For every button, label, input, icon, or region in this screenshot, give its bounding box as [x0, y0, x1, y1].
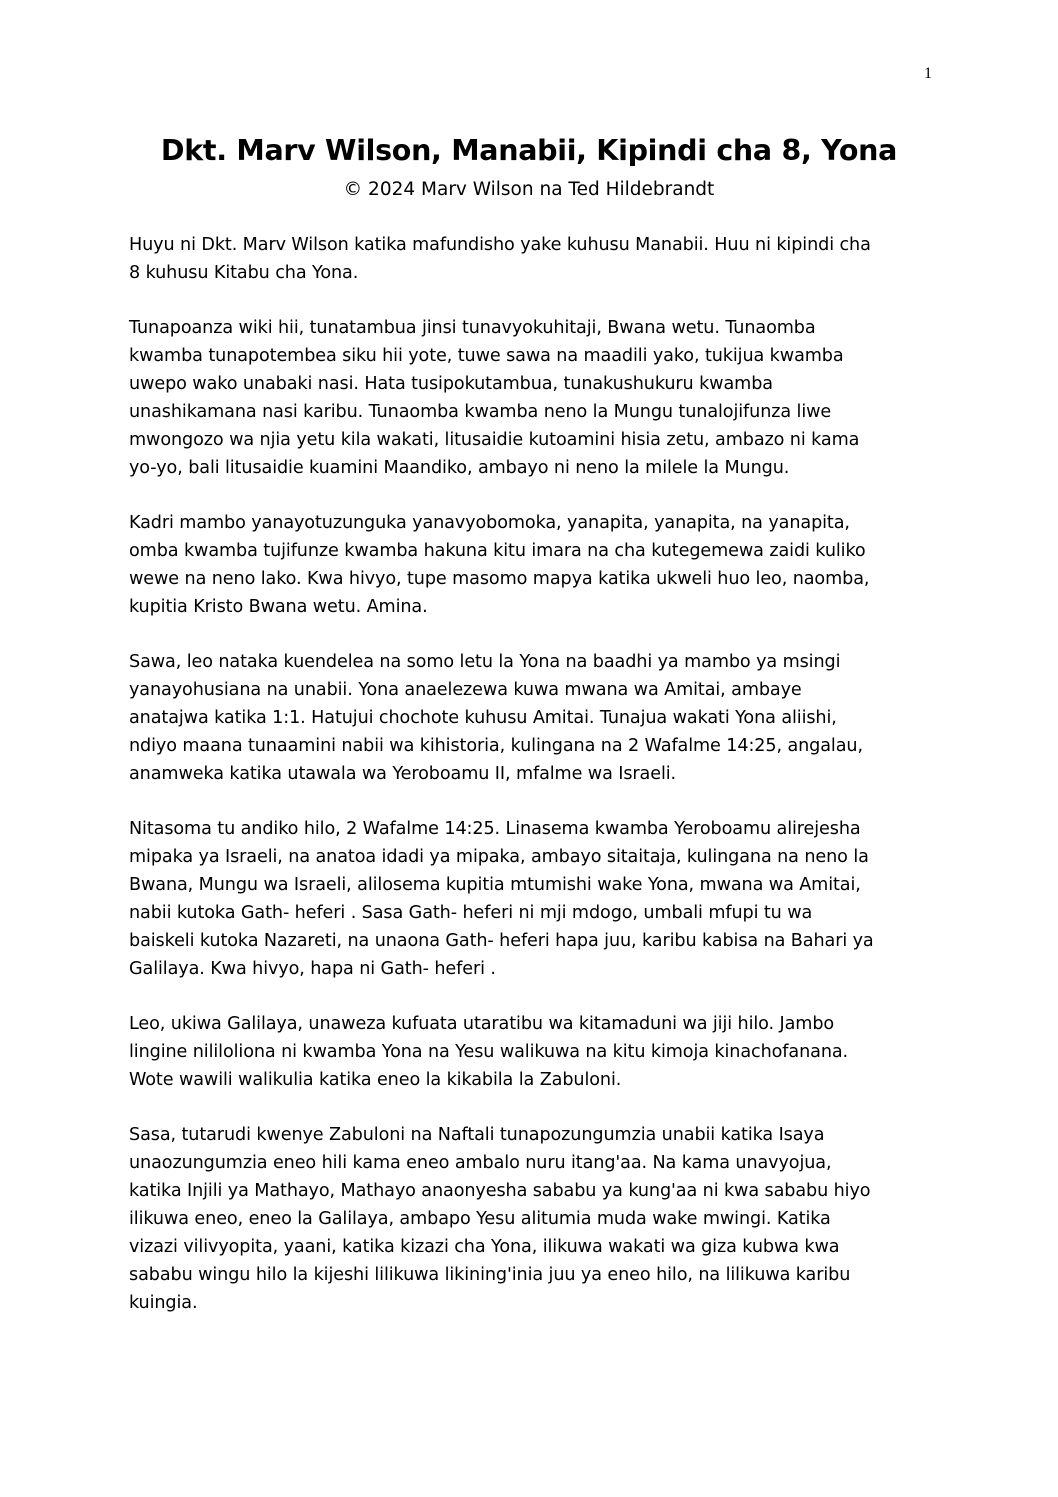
copyright-line: © 2024 Marv Wilson na Ted Hildebrandt [343, 179, 715, 200]
page-number: 1 [924, 65, 932, 82]
paragraph-prayer: Tunapoanza wiki hii, tunatambua jinsi tunavyokuhitaji, Bwana wetu. Tunaomba kwamba tunapotembea siku hii yote, tuwe sawa na maadili yako, tukijua kwamba uwepo wako unabaki nasi. Hata tusipokutambua, tunakushukuru kwamba unashikamana nasi karibu. Tunaomba kwamba neno la Mungu tunalojifunza liwe mwongozo wa njia yetu kila wakati, litusaidie kutoamini hisia zetu, ambazo ni kama yo-yo, bali litusaidie kuamini Maandiko, ambayo ni neno la milele la Mungu. [129, 318, 860, 478]
document-title: Dkt. Marv Wilson, Manabii, Kipindi cha 8, Yona [160, 134, 898, 167]
paragraph-prayer-continued: Kadri mambo yanayotuzunguka yanavyobomoka, yanapita, yanapita, na yanapita, omba kwamba tujifunze kwamba hakuna kitu imara na cha kutegemewa zaidi kuliko wewe na neno lako. Kwa hivyo, tupe masomo mapya katika ukweli huo leo, naomba, kupitia Kristo Bwana wetu. Amina. [129, 513, 870, 617]
paragraph-intro: Huyu ni Dkt. Marv Wilson katika mafundisho yake kuhusu Manabii. Huu ni kipindi cha 8 kuhusu Kitabu cha Yona. [129, 235, 871, 283]
paragraph-galilee: Leo, ukiwa Galilaya, unaweza kufuata utaratibu wa kitamaduni wa jiji hilo. Jambo lingine nililoliona ni kwamba Yona na Yesu walikuwa na kitu kimoja kinachofanana. Wote wawili walikulia katika eneo la kikabila la Zabuloni. [129, 1014, 849, 1090]
paragraph-zebulun-naphtali: Sasa, tutarudi kwenye Zabuloni na Naftali tunapozungumzia unabii katika Isaya unaozungumzia eneo hili kama eneo ambalo nuru itang'aa. Na kama unavyojua, katika Injili ya Mathayo, Mathayo anaonyesha sababu ya kung'aa ni kwa sababu hiyo ilikuwa eneo, eneo la Galilaya, ambapo Yesu alitumia muda wake mwingi. Katika vizazi vilivyopita, yaani, katika kizazi cha Yona, ilikuwa wakati wa giza kubwa kwa sababu wingu hilo la kijeshi lilikuwa likining'inia juu ya eneo hilo, na lilikuwa karibu kuingia. [129, 1125, 871, 1313]
paragraph-jonah-background: Sawa, leo nataka kuendelea na somo letu la Yona na baadhi ya mambo ya msingi yanayohusiana na unabii. Yona anaelezewa kuwa mwana wa Amitai, ambaye anatajwa katika 1:1. Hatujui chochote kuhusu Amitai. Tunajua wakati Yona aliishi, ndiyo maana tunaamini nabii wa kihistoria, kulingana na 2 Wafalme 14:25, angalau, anamweka katika utawala wa Yeroboamu II, mfalme wa Israeli. [129, 652, 863, 784]
document-body [129, 231, 939, 1344]
paragraph-2-kings-reading: Nitasoma tu andiko hilo, 2 Wafalme 14:25. Linasema kwamba Yeroboamu alirejesha mipaka ya Israeli, na anatoa idadi ya mipaka, ambayo sitaitaja, kulingana na neno la Bwana, Mungu wa Israeli, alilosema kupitia mtumishi wake Yona, mwana wa Amitai, nabii kutoka Gath- heferi . Sasa Gath- heferi ni mji mdogo, umbali mfupi tu wa baiskeli kutoka Nazareti, na unaona Gath- heferi hapa juu, karibu kabisa na Bahari ya Galilaya. Kwa hivyo, hapa ni Gath- heferi . [129, 819, 874, 979]
